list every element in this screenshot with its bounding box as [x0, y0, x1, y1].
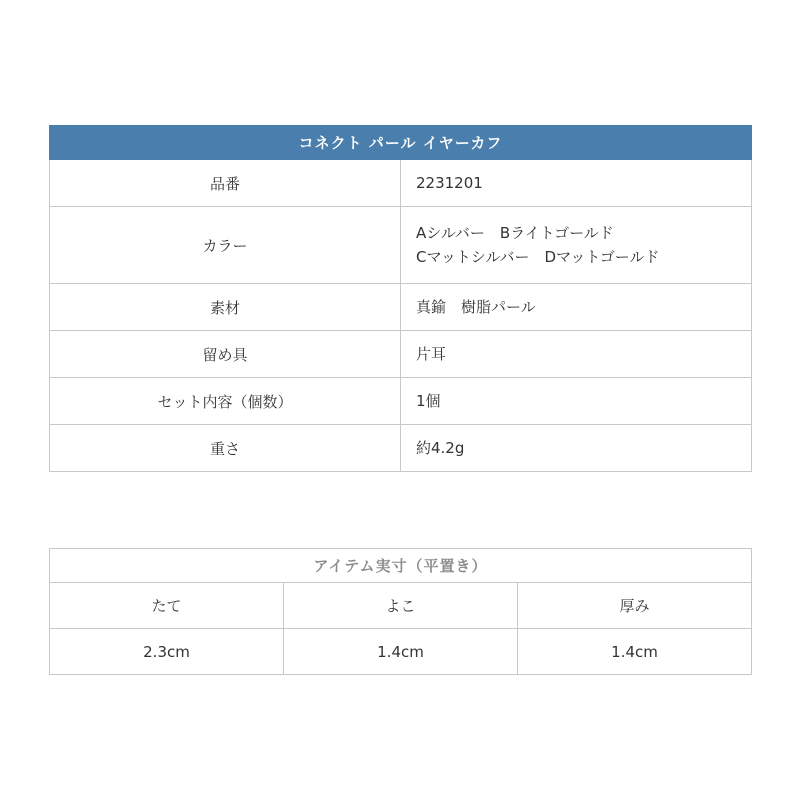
row-label-fastener: 留め具 — [50, 331, 401, 378]
value-line: 約4.2g — [416, 439, 465, 457]
row-label-part-number: 品番 — [50, 160, 401, 207]
table-row — [50, 207, 752, 284]
size-value-thickness: 1.4cm — [518, 629, 752, 675]
product-spec-table — [49, 125, 752, 472]
row-value-color — [401, 207, 752, 284]
row-label-set-contents: セット内容（個数） — [50, 378, 401, 425]
row-label-color: カラー — [50, 207, 401, 284]
value-line: 片耳 — [416, 345, 447, 363]
row-value-fastener — [401, 331, 752, 378]
value-line: Aシルバー Bライトゴールド — [416, 224, 614, 242]
size-header-height: たて — [50, 583, 284, 629]
value-line: 1個 — [416, 392, 441, 410]
item-size-table — [49, 548, 752, 675]
table-row — [50, 331, 752, 378]
size-value-width: 1.4cm — [284, 629, 518, 675]
spec-table-title: コネクト パール イヤーカフ — [50, 126, 752, 160]
size-value-height: 2.3cm — [50, 629, 284, 675]
row-label-material: 素材 — [50, 284, 401, 331]
value-line: 真鍮 樹脂パール — [416, 298, 536, 316]
size-header-row — [50, 583, 752, 629]
value-line: Cマットシルバー Dマットゴールド — [416, 248, 660, 266]
table-row — [50, 160, 752, 207]
row-value-part-number — [401, 160, 752, 207]
size-header-width: よこ — [284, 583, 518, 629]
table-row — [50, 425, 752, 472]
table-row — [50, 378, 752, 425]
row-value-weight — [401, 425, 752, 472]
size-table-title: アイテム実寸（平置き） — [50, 549, 752, 583]
row-value-material — [401, 284, 752, 331]
row-value-set-contents — [401, 378, 752, 425]
row-label-weight: 重さ — [50, 425, 401, 472]
value-line: 2231201 — [416, 174, 483, 192]
size-value-row — [50, 629, 752, 675]
size-header-thickness: 厚み — [518, 583, 752, 629]
table-row — [50, 284, 752, 331]
